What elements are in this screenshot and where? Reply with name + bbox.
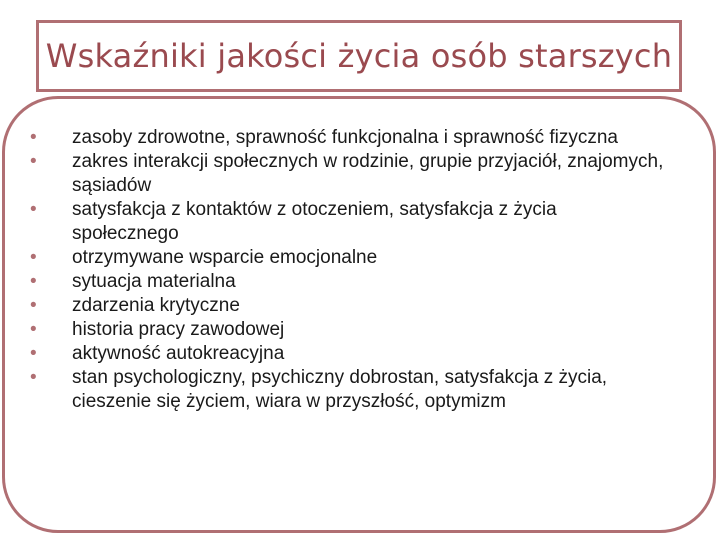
list-item: [28, 270, 668, 294]
bullet-icon: •: [30, 367, 37, 388]
list-item: [28, 342, 668, 366]
list-item-text: satysfakcja z kontaktów z otoczeniem, satysfakcja z życia społecznego: [72, 199, 557, 244]
bullet-icon: •: [30, 127, 37, 148]
list-item-text: aktywność autokreacyjna: [72, 343, 285, 364]
list-item: [28, 198, 668, 246]
list-item: [28, 294, 668, 318]
list-item-text: otrzymywane wsparcie emocjonalne: [72, 247, 378, 268]
list-item: [28, 246, 668, 270]
bullet-list: [28, 126, 668, 414]
list-item: [28, 126, 668, 150]
list-item-text: stan psychologiczny, psychiczny dobrostan, satysfakcja z życia, cieszenie się życiem, wiara w przyszłość, optymizm: [72, 367, 608, 412]
list-item: [28, 318, 668, 342]
list-item-text: zakres interakcji społecznych w rodzinie, grupie przyjaciół, znajomych, sąsiadów: [72, 151, 664, 196]
bullet-icon: •: [30, 271, 37, 292]
bullet-icon: •: [30, 247, 37, 268]
bullet-icon: •: [30, 343, 37, 364]
list-item-text: historia pracy zawodowej: [72, 319, 285, 340]
bullet-icon: •: [30, 199, 37, 220]
bullet-icon: •: [30, 319, 37, 340]
bullet-icon: •: [30, 151, 37, 172]
bullet-icon: •: [30, 295, 37, 316]
list-item: [28, 366, 668, 414]
list-item: [28, 150, 668, 198]
list-item-text: zdarzenia krytyczne: [72, 295, 240, 316]
list-item-text: sytuacja materialna: [72, 271, 236, 292]
list-item-text: zasoby zdrowotne, sprawność funkcjonalna i sprawność fizyczna: [72, 127, 618, 148]
slide-title: Wskaźniki jakości życia osób starszych: [45, 37, 673, 75]
title-box: [36, 20, 682, 92]
